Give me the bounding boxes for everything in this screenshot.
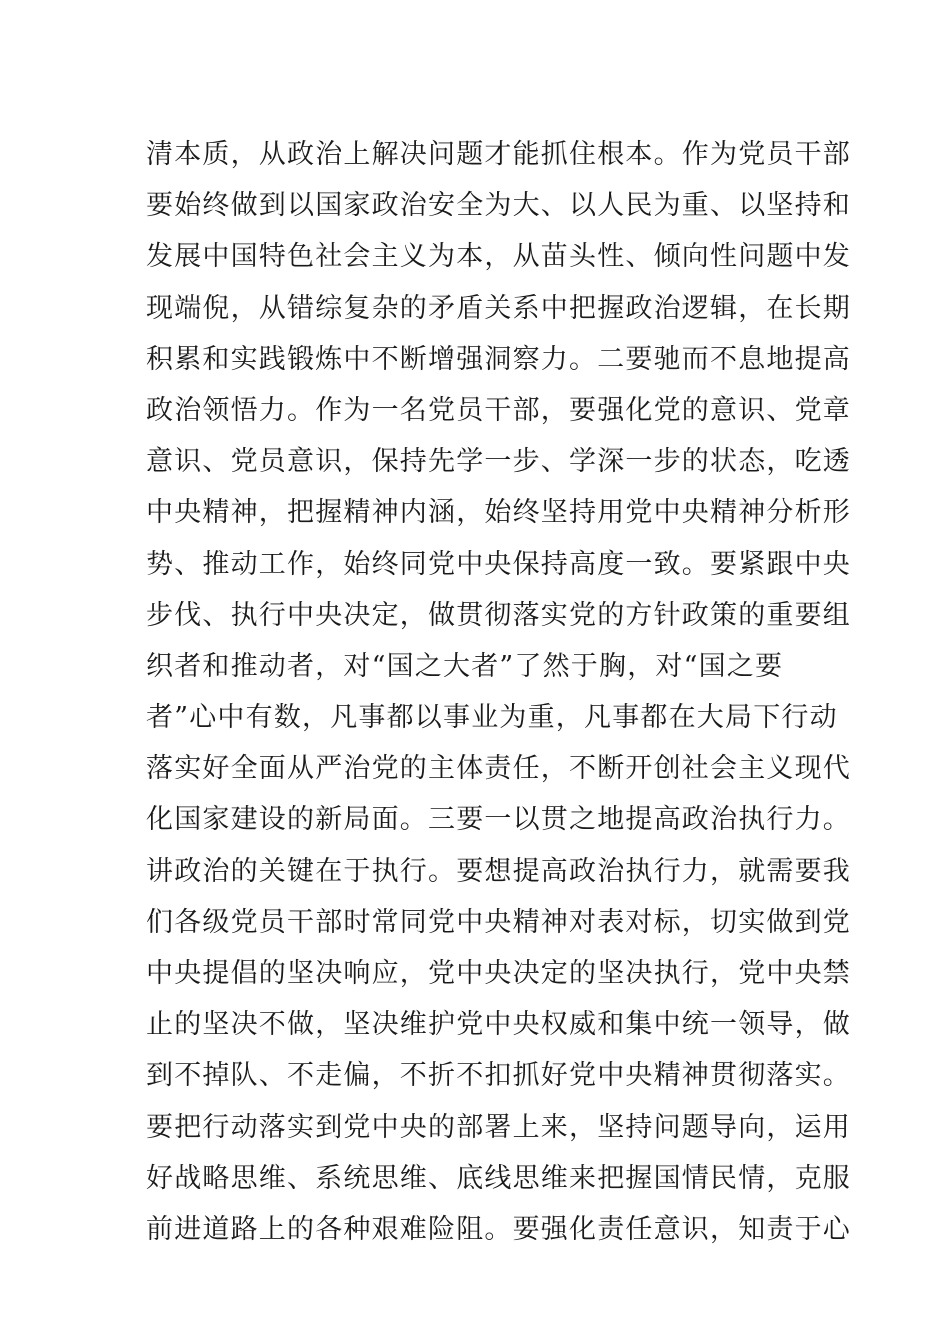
text-line: 现端倪，从错综复杂的矛盾关系中把握政治逻辑，在长期 bbox=[146, 292, 851, 324]
text-line: 好战略思维、系统思维、底线思维来把握国情民情，克服 bbox=[146, 1162, 851, 1194]
text-line: 们各级党员干部时常同党中央精神对表对标，切实做到党 bbox=[146, 906, 851, 938]
text-line: 步伐、执行中央决定，做贯彻落实党的方针政策的重要组 bbox=[146, 599, 851, 631]
text-line: 中央精神，把握精神内涵，始终坚持用党中央精神分析形 bbox=[146, 497, 851, 529]
text-line: 政治领悟力。作为一名党员干部，要强化党的意识、党章 bbox=[146, 394, 851, 426]
text-line: 讲政治的关键在于执行。要想提高政治执行力，就需要我 bbox=[146, 855, 851, 887]
text-line: 化国家建设的新局面。三要一以贯之地提高政治执行力。 bbox=[146, 804, 851, 836]
text-line: 积累和实践锻炼中不断增强洞察力。二要驰而不息地提高 bbox=[146, 343, 851, 375]
text-line: 织者和推动者，对“国之大者”了然于胸，对“国之要 bbox=[146, 650, 784, 682]
text-line: 到不掉队、不走偏，不折不扣抓好党中央精神贯彻落实。 bbox=[146, 1060, 851, 1092]
text-line: 意识、党员意识，保持先学一步、学深一步的状态，吃透 bbox=[146, 446, 851, 478]
text-line: 前进道路上的各种艰难险阻。要强化责任意识，知责于心 bbox=[146, 1213, 851, 1245]
text-line: 落实好全面从严治党的主体责任，不断开创社会主义现代 bbox=[146, 753, 851, 785]
text-line: 发展中国特色社会主义为本，从苗头性、倾向性问题中发 bbox=[146, 241, 851, 273]
text-line: 止的坚决不做，坚决维护党中央权威和集中统一领导，做 bbox=[146, 1009, 851, 1041]
text-line: 者”心中有数，凡事都以事业为重，凡事都在大局下行动 bbox=[146, 702, 838, 734]
text-line: 中央提倡的坚决响应，党中央决定的坚决执行，党中央禁 bbox=[146, 958, 851, 989]
body-paragraph bbox=[146, 129, 851, 1255]
text-line: 要始终做到以国家政治安全为大、以人民为重、以坚持和 bbox=[146, 190, 851, 222]
text-line: 要把行动落实到党中央的部署上来，坚持问题导向，运用 bbox=[146, 1111, 851, 1143]
text-line: 势、推动工作，始终同党中央保持高度一致。要紧跟中央 bbox=[146, 548, 851, 580]
text-line: 清本质，从政治上解决问题才能抓住根本。作为党员干部 bbox=[146, 139, 851, 170]
